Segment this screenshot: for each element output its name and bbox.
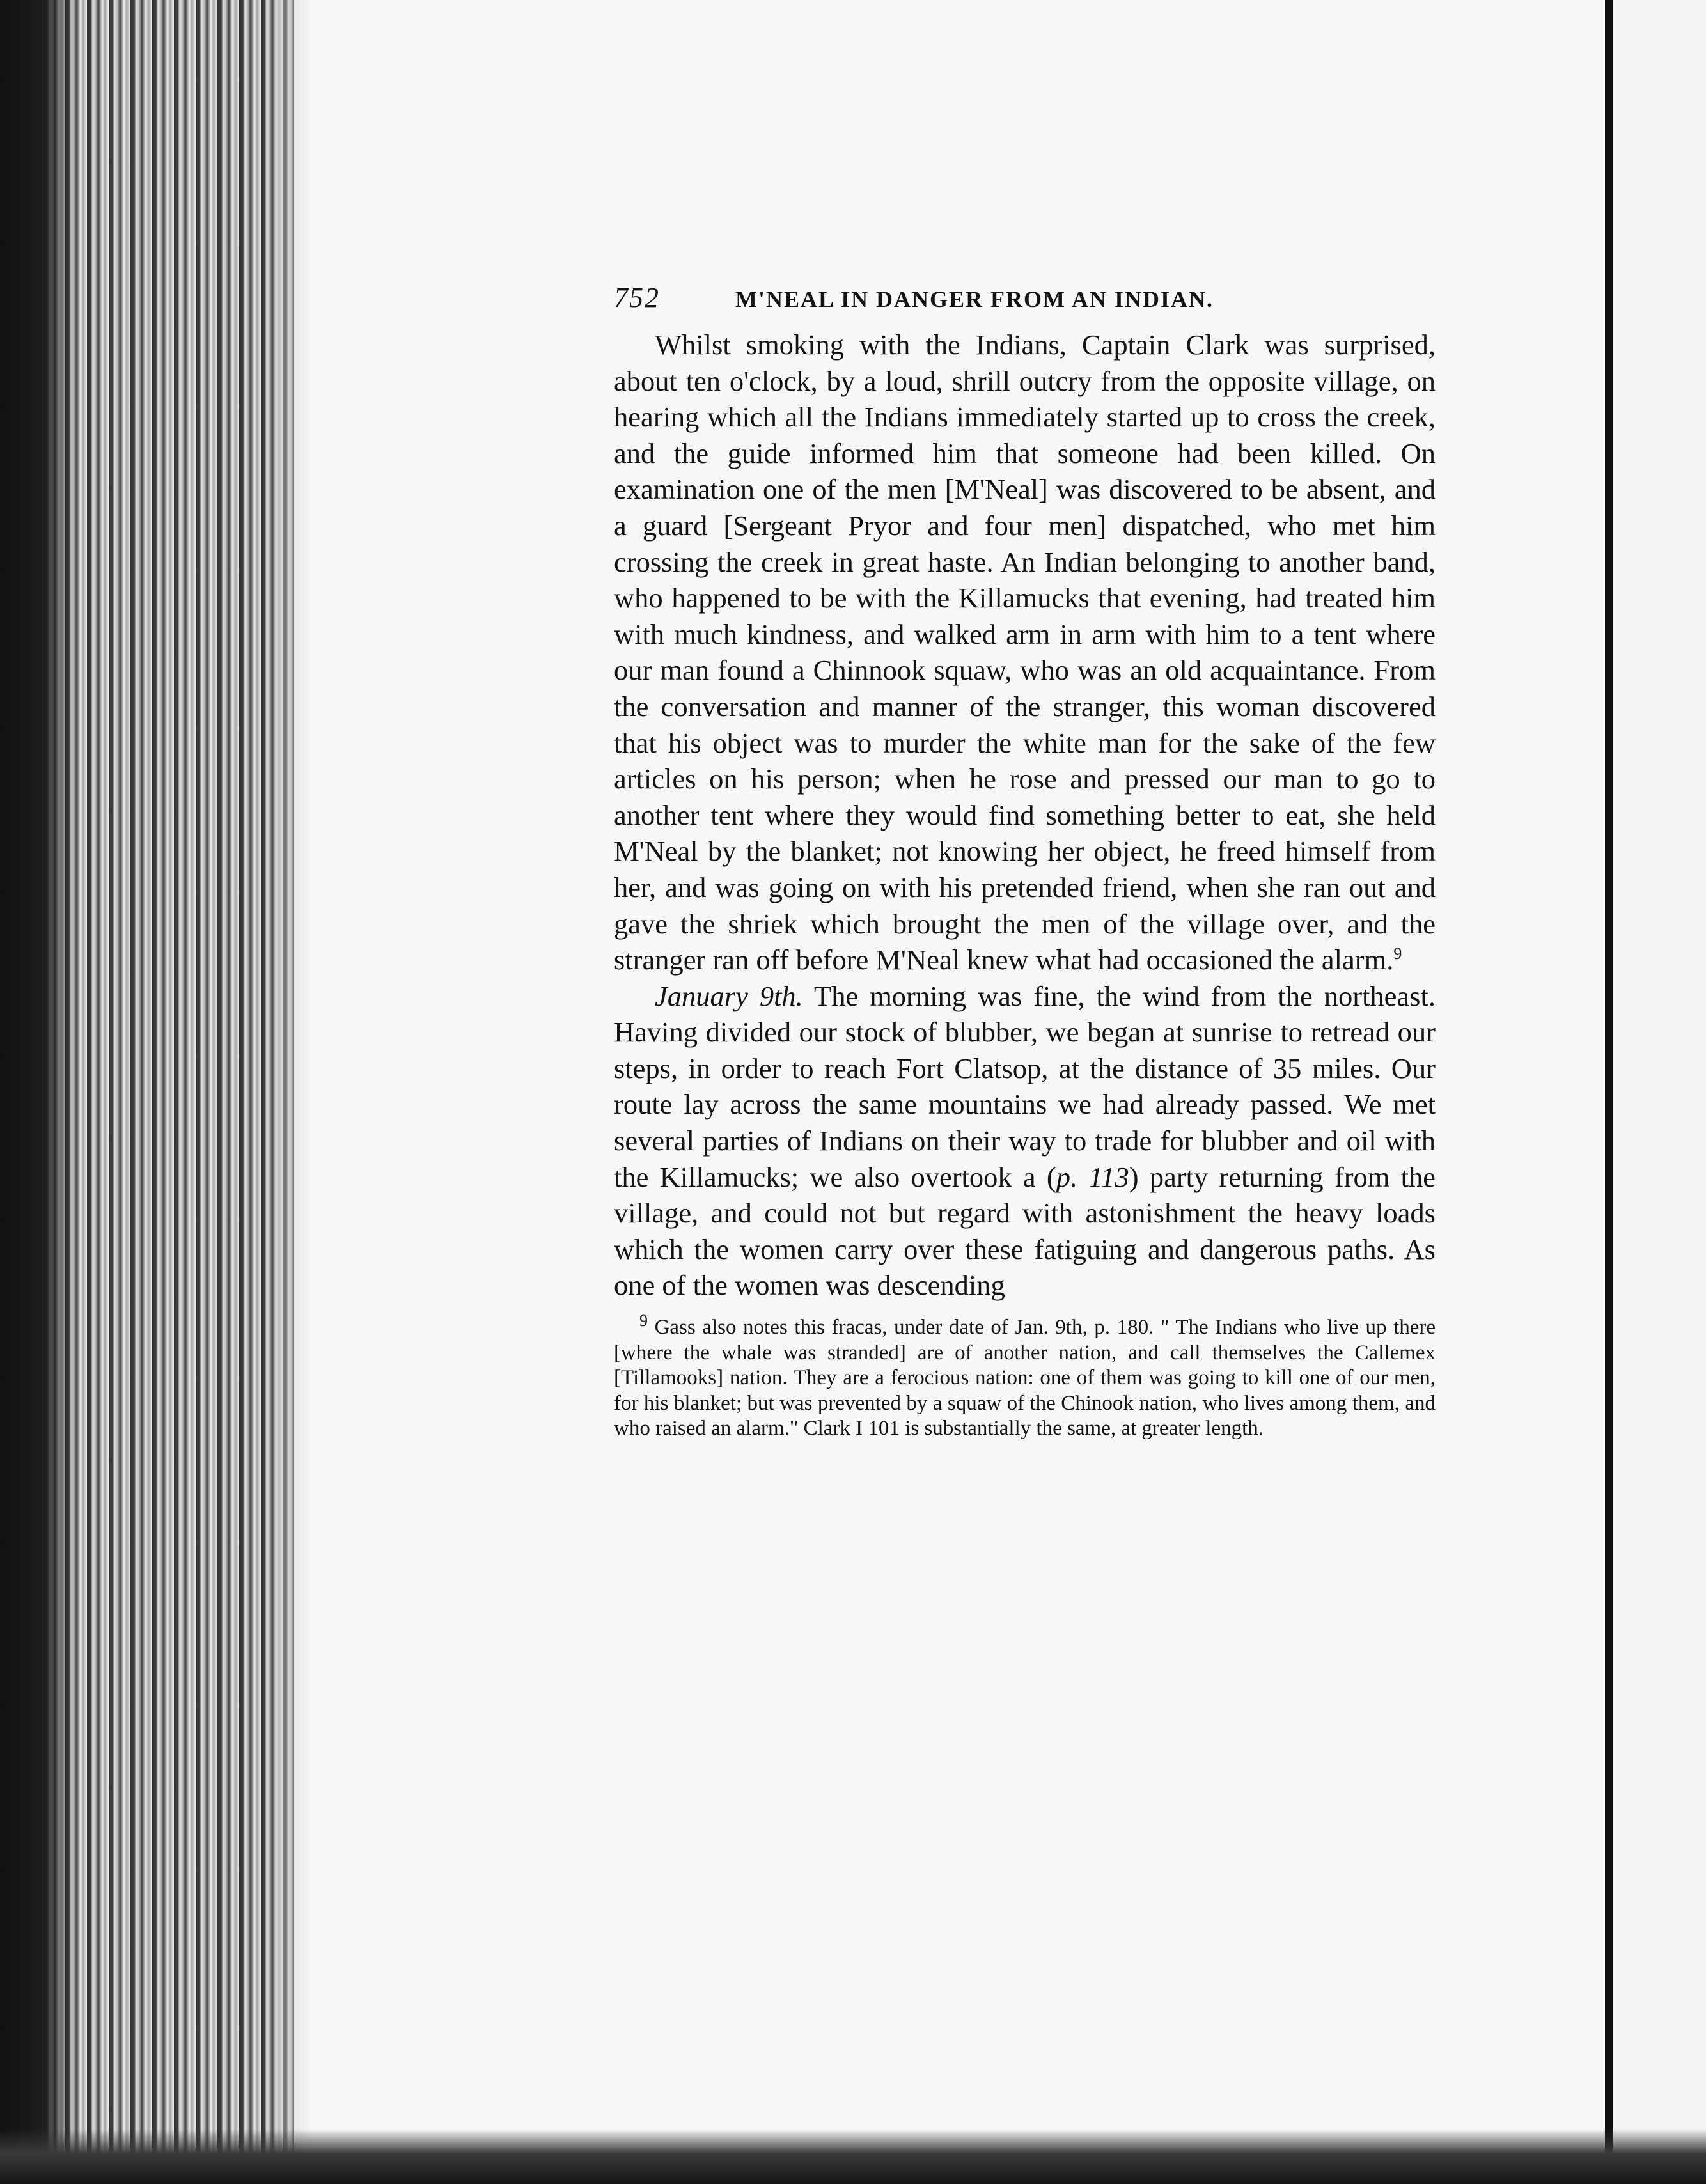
bottom-page-edge (0, 2129, 1706, 2184)
book-edge-shadow (0, 0, 77, 2184)
running-title: M'NEAL IN DANGER FROM AN INDIAN. (735, 286, 1214, 312)
page-fold-shadow (275, 0, 313, 2184)
paragraph-1-text: Whilst smoking with the Indians, Captain Clark was surprised, about ten o'clock, by a loud, shrill outcry from the opposite village, on hearing which all the Indians immediately started up to cross the creek, and the guide informed him that someone had been killed. On examination one of the men [M'Neal] was discovered to be absent, and a guard [Sergeant Pryor and four men] dispatched, who met him crossing the creek in great haste. An Indian belonging to another band, who happened to be with the Killamucks that evening, had treated him with much kindness, and walked arm in arm with him to a tent where our man found a Chinnook squaw, who was an old acquaintance. From the conversation and manner of the stranger, this woman discovered that his object was to murder the white man for the sake of the few articles on his person; when he rose and pressed our man to go to another tent where they would find something better to eat, she held M'Neal by the blanket; not knowing her object, he freed himself from her, and was going on with his pretended friend, when she ran out and gave the shriek which brought the men of the village over, and the stranger ran off before M'Neal knew what had occasioned the alarm. (614, 329, 1436, 976)
footnote-text: Gass also notes this fracas, under date of Jan. 9th, p. 180. " The Indians who live up there [where the whale was stranded] are of another nation, and call themselves the Callemex [Tillamooks] nation. They are a ferocious nation: one of them was going to kill one of our men, for his blanket; but was prevented by a squaw of the Chinook nation, who lives among them, and who raised an alarm." Clark I 101 is substantially the same, at greater length. (614, 1316, 1436, 1440)
footnote (614, 1311, 1436, 1442)
body-text (614, 327, 1436, 1304)
paragraph-2 (614, 978, 1436, 1304)
page-reference: p. 113 (1056, 1160, 1129, 1193)
next-page-edge (1613, 0, 1706, 2184)
footnote-marker: 9 (639, 1311, 648, 1330)
footnote-paragraph (614, 1311, 1436, 1442)
paragraph-2-text-b: ) party returning from the village, and could not but regard with astonishment the heavy loads which the women carry over these fatiguing and dangerous paths. As one of the women was descending (614, 1160, 1436, 1302)
footnote-reference: 9 (1393, 944, 1402, 963)
running-head (614, 281, 1436, 314)
date-heading: January 9th. (655, 979, 803, 1012)
text-block (614, 281, 1436, 1442)
paragraph-2-text-a: The morning was fine, the wind from the northeast. Having divided our stock of blubber, we began at sunrise to retread our steps, in order to reach Fort Clatsop, at the distance of 35 miles. Our route lay across the same mountains we had already passed. We met several parties of Indians on their way to trade for blubber and oil with the Killamucks; we also overtook a ( (614, 979, 1436, 1193)
page-number: 752 (614, 282, 660, 313)
paragraph-1 (614, 327, 1436, 978)
right-gutter (1605, 0, 1613, 2184)
